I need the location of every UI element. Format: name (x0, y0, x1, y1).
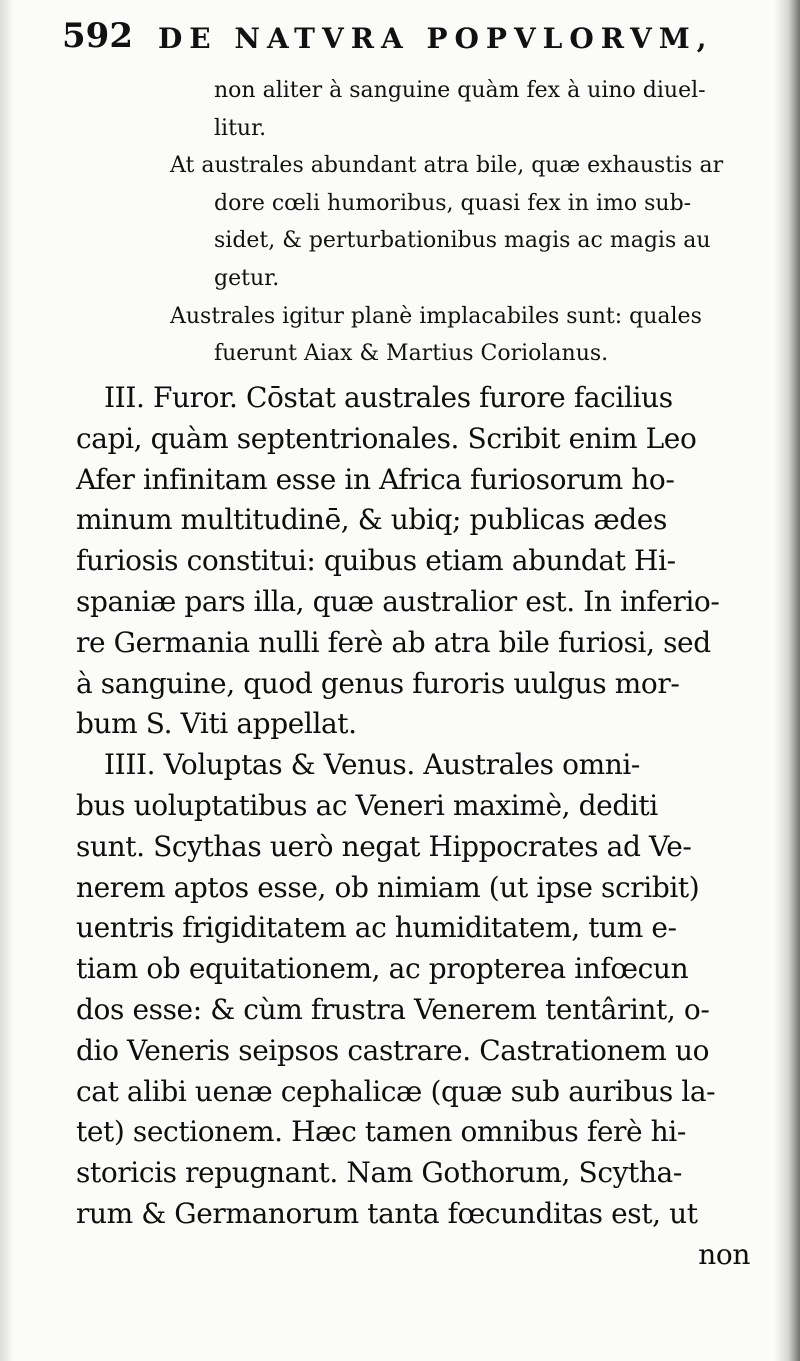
text-line: furiosis constitui: quibus etiam abundat Hi- (76, 544, 676, 578)
scan-shadow-left (0, 0, 14, 1361)
running-title: DE NATVRA POPVLORVM, (158, 22, 714, 55)
text-line: nerem aptos esse, ob nimiam (ut ipse scribit) (76, 870, 700, 904)
text-line: dio Veneris seipsos castrare. Castrationem uo (76, 1033, 710, 1067)
text-line: tiam ob equitationem, ac propterea infœcun (76, 952, 689, 986)
small-type-block (170, 72, 770, 373)
text-line: uentris frigiditatem ac humiditatem, tum e- (76, 911, 677, 945)
page-number: 592 (62, 16, 133, 56)
text-line: capi, quàm septentrionales. Scribit enim Leo (76, 421, 697, 455)
text-line: sunt. Scythas uerò negat Hippocrates ad Ve- (76, 829, 692, 863)
text-line: At australes abundant atra bile, quæ exhaustis ar (170, 153, 724, 179)
catchword: non (698, 1237, 750, 1271)
text-line: tet) sectionem. Hæc tamen omnibus ferè hi- (76, 1115, 686, 1149)
small-paragraph (170, 298, 770, 373)
text-line: rum & Germanorum tanta fœcunditas est, ut (76, 1196, 698, 1230)
text-line: bus uoluptatibus ac Veneri maximè, dediti (76, 788, 658, 822)
text-line: minum multitudinē, & ubiq; publicas ædes (76, 503, 667, 537)
text-line: cat alibi uenæ cephalicæ (quæ sub auribus la- (76, 1074, 716, 1108)
text-line: getur. (214, 265, 280, 291)
main-text-block (76, 378, 776, 1276)
section-heading-line: IIII. Voluptas & Venus. Australes omni- (104, 748, 640, 782)
text-line: fuerunt Aiax & Martius Coriolanus. (214, 341, 609, 367)
text-line: Afer infinitam esse in Africa furiosorum ho- (76, 462, 675, 496)
running-head (62, 14, 762, 60)
text-line: Australes igitur planè implacabiles sunt: quales (170, 303, 702, 329)
section-heading-line: III. Furor. Cōstat australes furore facilius (104, 381, 673, 414)
text-line: dos esse: & cùm frustra Venerem tentârint, o- (76, 992, 710, 1026)
scan-shadow-right (774, 0, 800, 1361)
small-paragraph (170, 72, 770, 147)
text-line: dore cœli humoribus, quasi fex in imo sub- (214, 190, 692, 216)
text-line: storicis repugnant. Nam Gothorum, Scytha- (76, 1156, 682, 1190)
text-line: spaniæ pars illa, quæ australior est. In inferio- (76, 584, 720, 618)
text-line: bum S. Viti appellat. (76, 707, 357, 741)
small-paragraph (170, 147, 770, 297)
text-line: sidet, & perturbationibus magis ac magis au (214, 228, 711, 254)
text-line: litur. (214, 115, 267, 141)
text-line: à sanguine, quod genus furoris uulgus mor- (76, 666, 680, 700)
text-line: non aliter à sanguine quàm fex à uino diuel- (214, 78, 706, 103)
text-line: re Germania nulli ferè ab atra bile furiosi, sed (76, 625, 711, 659)
